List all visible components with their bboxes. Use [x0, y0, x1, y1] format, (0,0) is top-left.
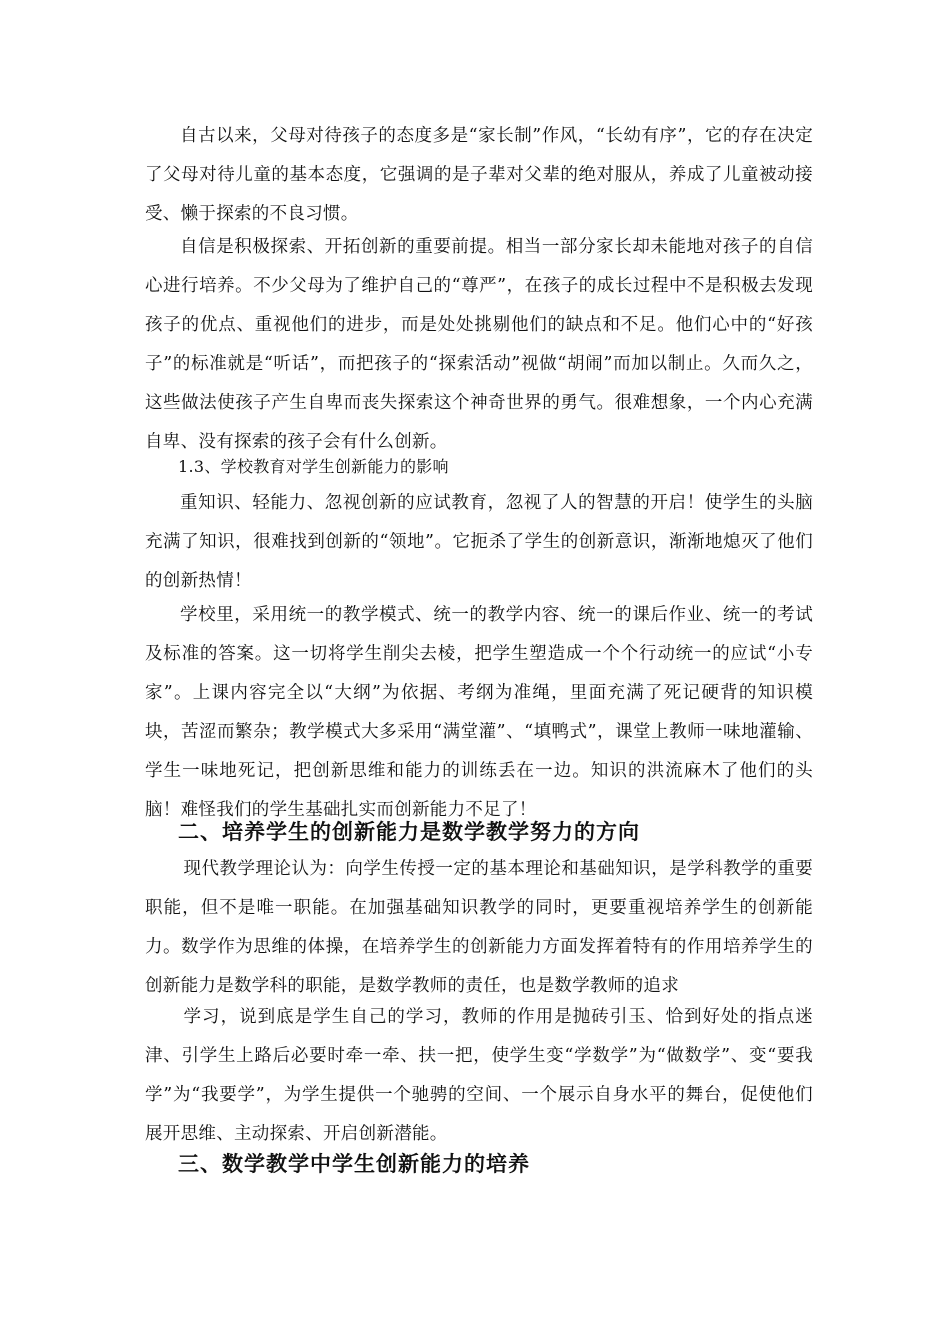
paragraph-parental-attitude: 自古以来，父母对待孩子的态度多是“家长制”作风，“长幼有序”，它的存在决定了父母对待儿童的基本态度，它强调的是子辈对父辈的绝对服从，养成了儿童被动接受、懒于探索的不良习惯。: [145, 126, 813, 224]
section-heading-two: 二、培养学生的创新能力是数学教学努力的方向: [178, 820, 640, 844]
paragraph-exam-oriented-education: 重知识、轻能力、忽视创新的应试教育，忽视了人的智慧的开启！使学生的头脑充满了知识，很难找到创新的“领地”。它扼杀了学生的创新意识，渐渐地熄灭了他们的创新热情！: [145, 493, 813, 591]
paragraph-student-learning: 学习，说到底是学生自己的学习，教师的作用是抛砖引玉、恰到好处的指点迷津、引学生上路后必要时牵一牵、扶一把，使学生变“学数学”为“做数学”、变“要我学”为“我要学”，为学生提供一个驰骋的空间、一个展示自身水平的舞台，促使他们展开思维、主动探索、开启创新潜能。: [145, 1007, 813, 1144]
paragraph-uniform-teaching: 学校里，采用统一的教学模式、统一的教学内容、统一的课后作业、统一的考试及标准的答案。这一切将学生削尖去棱，把学生塑造成一个个行动统一的应试“小专家”。上课内容完全以“大纲”为依据、考纲为准绳，里面充满了死记硬背的知识模块，苦涩而繁杂；教学模式大多采用“满堂灌”、“填鸭式”，课堂上教师一味地灌输、学生一味地死记，把创新思维和能力的训练丢在一边。知识的洪流麻木了他们的头脑！难怪我们的学生基础扎实而创新能力不足了！: [145, 605, 813, 820]
subheading-school-education: 1.3、学校教育对学生创新能力的影响: [178, 457, 449, 476]
section-heading-three: 三、数学教学中学生创新能力的培养: [178, 1152, 530, 1176]
paragraph-modern-teaching-theory: 现代教学理论认为：向学生传授一定的基本理论和基础知识，是学科教学的重要职能，但不是唯一职能。在加强基础知识教学的同时，更要重视培养学生的创新能力。数学作为思维的体操，在培养学生的创新能力方面发挥着特有的作用培养学生的创新能力是数学科的职能，是数学教师的责任，也是数学教师的追求: [145, 859, 813, 996]
paragraph-self-confidence: 自信是积极探索、开拓创新的重要前提。相当一部分家长却未能地对孩子的自信心进行培养。不少父母为了维护自己的“尊严”，在孩子的成长过程中不是积极去发现孩子的优点、重视他们的进步，而是处处挑剔他们的缺点和不足。他们心中的“好孩子”的标准就是“听话”，而把孩子的“探索活动”视做“胡闹”而加以制止。久而久之，这些做法使孩子产生自卑而丧失探索这个神奇世界的勇气。很难想象，一个内心充满自卑、没有探索的孩子会有什么创新。: [145, 237, 813, 452]
